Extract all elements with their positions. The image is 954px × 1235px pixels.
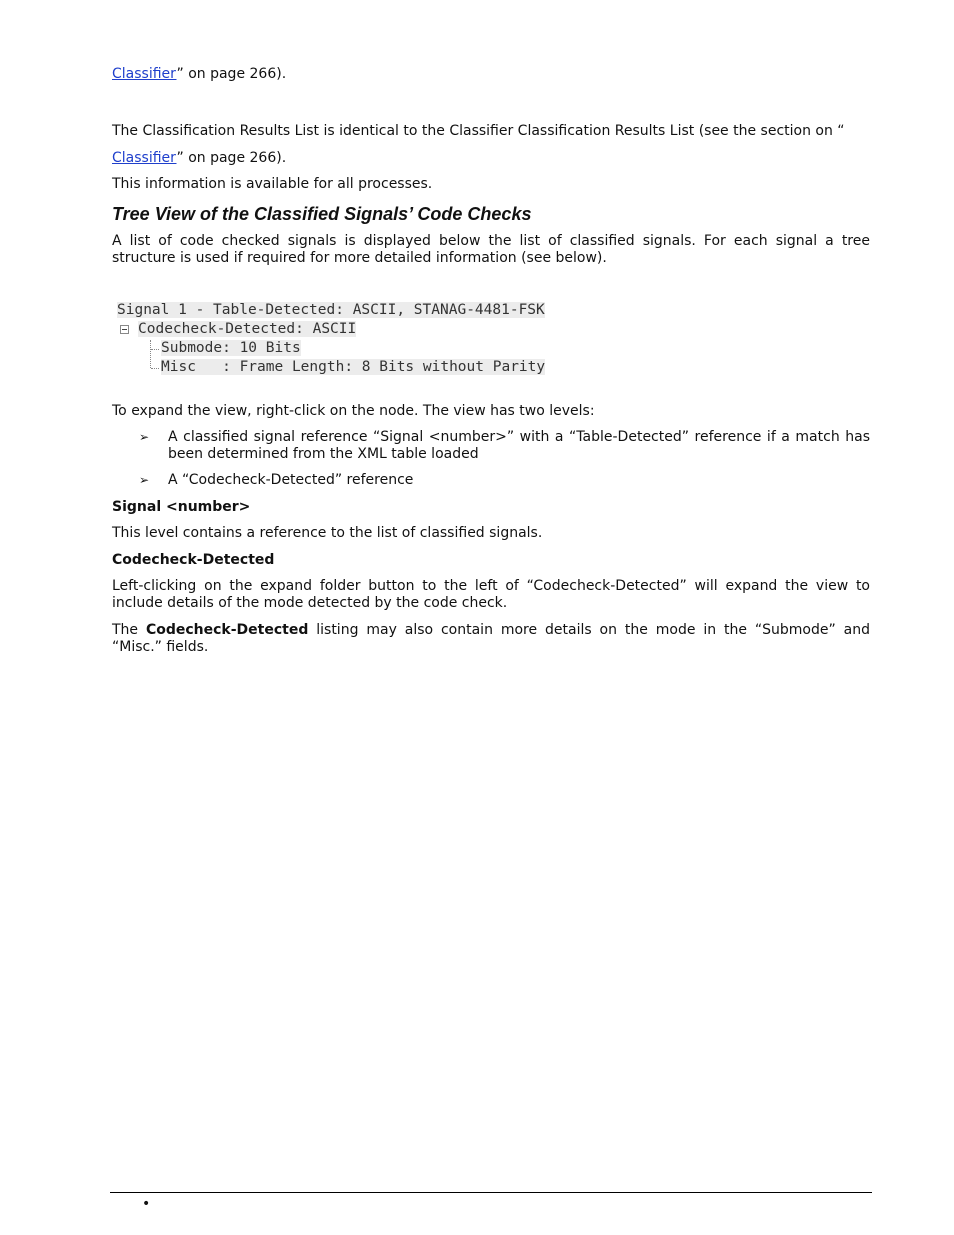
bullet-item [139, 472, 870, 489]
tree-branch-line-1 [151, 349, 159, 350]
classifier-link-1[interactable]: Classifier [112, 66, 177, 82]
listing-suffix: listing may also contain more details on the mode in the “Submode” and “Misc.” fields. [112, 622, 870, 655]
footer-divider [110, 1192, 872, 1193]
availability-text: This information is available for all processes. [112, 176, 433, 192]
expand-instructions: To expand the view, right-click on the node. The view has two levels: [112, 403, 595, 419]
bullet-text: A classified signal reference “Signal <number>” with a “Table-Detected” reference if a match has been determined from the XML table loaded [168, 429, 870, 462]
codecheck-listing-paragraph [112, 622, 870, 656]
classification-results-paragraph [112, 123, 870, 140]
signal-number-heading: Signal <number> [112, 499, 251, 515]
footer-bullet: • [142, 1196, 151, 1212]
tree-leaf-submode: Submode: 10 Bits [161, 340, 301, 356]
tree-root-node: Signal 1 - Table-Detected: ASCII, STANAG-4481-FSK [117, 302, 545, 318]
section-description: A list of code checked signals is displayed below the list of classified signals. For each signal a tree structure is used if required for more detailed information (see below). [112, 233, 870, 266]
classifier-link-2[interactable]: Classifier [112, 150, 177, 166]
listing-prefix: The [112, 622, 146, 638]
tree-connector-line [150, 340, 151, 368]
signal-number-text: This level contains a reference to the list of classified signals. [112, 525, 543, 541]
intro-tail-1: ” on page 266). [176, 66, 287, 82]
intro-line-2 [112, 150, 870, 167]
tree-leaf-misc: Misc : Frame Length: 8 Bits without Parity [161, 359, 546, 375]
arrow-bullet-icon: ➢ [139, 430, 150, 444]
arrow-bullet-icon: ➢ [139, 473, 150, 487]
intro-tail-2: ” on page 266). [176, 150, 287, 166]
tree-branch-line-2 [151, 368, 159, 369]
collapse-minus-icon[interactable] [120, 325, 129, 334]
bullet-text: A “Codecheck-Detected” reference [168, 472, 414, 488]
listing-bold-term: Codecheck-Detected [145, 622, 309, 638]
bullet-item [139, 429, 870, 463]
intro-line-1 [112, 66, 870, 83]
results-paragraph-text: The Classification Results List is identical to the Classifier Classification Results List (see the section on “ [112, 123, 845, 139]
section-title: Tree View of the Classified Signals’ Code Checks [112, 204, 532, 224]
tree-child-node: Codecheck-Detected: ASCII [138, 321, 357, 337]
tree-view-figure [115, 300, 595, 382]
codecheck-heading: Codecheck-Detected [112, 552, 275, 568]
codecheck-text: Left-clicking on the expand folder button to the left of “Codecheck-Detected” will expand the view to include details of the mode detected by the code check. [112, 578, 870, 611]
